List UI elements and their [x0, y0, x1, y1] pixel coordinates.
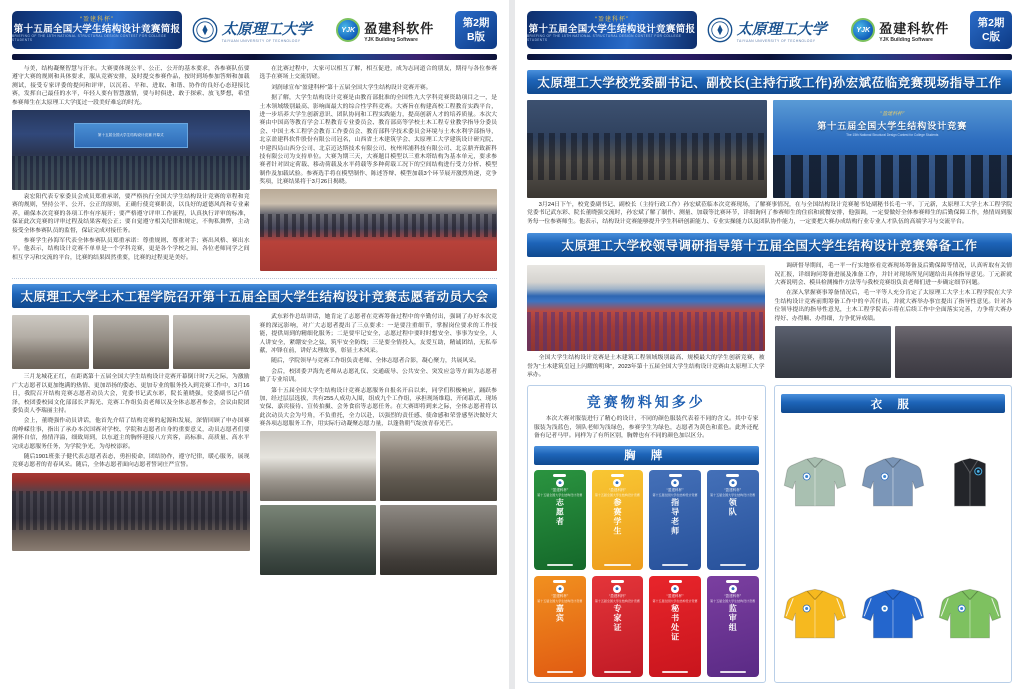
- university-emblem-icon: [192, 17, 218, 43]
- badge-grid: [534, 470, 759, 677]
- issue-badge-c: [970, 11, 1012, 49]
- badge-label: 参赛学生: [612, 497, 622, 536]
- university-logo: [703, 17, 831, 43]
- badge-clip: [726, 580, 739, 583]
- badge-clip: [726, 474, 739, 477]
- materials-section: [527, 385, 1012, 683]
- badge-contest-text: 第十五届全国大学生结构设计竞赛: [537, 599, 583, 604]
- body-paragraph: 刘润球宣布“盈建科杯”第十五届全国大学生结构设计竞赛开赛。: [271, 84, 432, 91]
- university-name: 太原理工大学: [221, 19, 312, 38]
- badges-banner: 胸 牌: [534, 446, 759, 465]
- page-c: [515, 0, 1024, 689]
- badge-label: 指导老师: [670, 497, 680, 536]
- brand-badge: [12, 11, 182, 49]
- badge-expert: [592, 576, 644, 677]
- badge-contest-text: 第十五届全国大学生结构设计竞赛: [537, 492, 583, 497]
- badge-guest: [534, 576, 586, 677]
- backdrop-cup-label: “盈建科杯”: [879, 110, 905, 117]
- badge-cup-text: “盈建科杯”: [724, 594, 742, 599]
- jacket-yellow: [781, 551, 851, 677]
- yjk-name-en: YJK Building Software: [879, 36, 933, 43]
- badge-logo-icon: [729, 479, 737, 487]
- badge-footer: [604, 671, 630, 674]
- yjk-logo-block: [837, 18, 965, 43]
- brand-cup-label: “盈建科杯”: [80, 16, 114, 23]
- badge-logo-icon: [556, 479, 564, 487]
- badge-advisor: [649, 470, 701, 571]
- meeting-photo-row: [12, 315, 250, 369]
- yjk-name: 盈建科软件: [364, 20, 435, 36]
- badge-cup-text: “盈建科杯”: [551, 487, 569, 492]
- page-b-bottom-section: [12, 313, 497, 574]
- yjk-logo-icon: YJK: [851, 18, 875, 42]
- badge-secretariat: [649, 576, 701, 677]
- badge-label: 嘉宾: [555, 604, 565, 624]
- body-paragraph: 据了解，大学生结构设计竞赛是由教育部批准的全国性九大学科竞赛资助项目之一，是土木领域级别最高、影响面最大的综合性学科竞赛。大赛旨在构建高校工程教育实践平台，进一步培养大学生创新意识、团队协同和工程实践能力，提高创新人才的培养质量。本次大赛由中国高等教育学会工程教育专业委员会、教育部高等学校土木工程专业教学指导分委员会、中国土木工程学会教育工作委员会、教育部科学技术委员会环境与土木水利学部指导，北京盈建科软件股份有限公司冠名，山西省土木建筑学会、太原理工大学建筑设计研究院、中建四局山西分公司、北京迈达斯技术有限公司、杭州邦浦科技有限公司、北京鼎齐致新科技有限公司为支持单位。大赛为期三天，大赛题目模型以三重木塔结构为基本单元，要求参赛者针对固定荷载、移动荷载及水平荷载等多种荷载工况下的空间结构进行受力分析、模型制作及加载试验。参赛选手将在模型制作、陈述答辩、模型加载3个环节展开激烈角逐，竞争奖项，比赛结果将于3月26日揭晓。: [259, 95, 497, 186]
- badge-clip: [669, 580, 682, 583]
- badge-footer: [662, 671, 688, 674]
- photo-delegates-lineup: [260, 189, 498, 271]
- badge-contestant: [592, 470, 644, 571]
- issue-number: 第2期: [977, 16, 1005, 29]
- column-left: [12, 313, 250, 574]
- backdrop-title: 第十五届全国大学生结构设计竞赛: [817, 120, 968, 131]
- badge-footer: [720, 671, 746, 674]
- body-paragraph: 会后，校团委尹海先老师从志愿礼仪、交通疏导、公共安全、突发应急等方面为志愿者做了专业培训。: [259, 368, 497, 384]
- badge-clip: [611, 474, 624, 477]
- badge-cup-text: “盈建科杯”: [609, 487, 626, 492]
- badge-cup-text: “盈建科杯”: [724, 487, 742, 492]
- badge-logo-icon: [671, 479, 679, 487]
- badge-logo-icon: [556, 585, 564, 593]
- backdrop-title-en: The 15th National Structural Design Contest for College Students: [846, 132, 939, 137]
- headline-volunteer-mobilization: 太原理工大学土木工程学院召开第十五届全国大学生结构设计竞赛志愿者动员大会: [12, 284, 497, 308]
- badge-cup-text: “盈建科杯”: [551, 594, 569, 599]
- body-paragraph: 在深入掌握赛事筹备情况后，毛一平等人充分肯定了太原理工大学土木工程学院在大学生结构设计竞赛前期筹备工作中的辛苦付出，并就大赛举办事宜提出了指导性意见。针对各位领导提出的指导性意见，土木工程学院表示将在后续工作中全面落实完善，力争将大赛办得好、办得顺、办得细，力争优异成绩。: [774, 290, 1012, 322]
- vest-black-reporter: [936, 418, 1006, 544]
- photo-opening-ceremony: [12, 110, 250, 190]
- yjk-logo-block: [322, 18, 450, 43]
- page-b: [0, 0, 509, 689]
- briefing-subtitle: BRIEFING OF THE 15TH NATIONAL STRUCTURAL DESIGN CONTEST FOR COLLEGE STUDENTS: [527, 34, 682, 43]
- photo-students-standing: [380, 505, 497, 575]
- badge-label: 领队: [728, 497, 738, 517]
- briefing-title: 第十五届全国大学生结构设计竞赛简报: [13, 24, 181, 36]
- headline-leaders-research: 太原理工大学校领导调研指导第十五届全国大学生结构设计竞赛筹备工作: [527, 233, 1012, 257]
- masthead-b: [12, 9, 497, 51]
- body-paragraph: 会上，董晓强作动员讲话，他首先介绍了结构竞赛的起源和发展，深情回顾了申办国赛的峥嵘往事，指出了承办本次国赛对学校、学院和志愿者自身的重要意义，动员志愿者们要满怀自信，热情洋溢，细致周到，以东道主的胸怀迎接八方宾客，高标准、高质量、高水平完成志愿服务任务，为学院争光，为母校添彩。: [12, 418, 250, 450]
- badge-contest-text: 第十五届全国大学生结构设计竞赛: [710, 599, 756, 604]
- photo-training-screen: [260, 431, 377, 501]
- body-paragraph: 在比赛过程中，大家可以相互了解，相互促进，成为志同道合的朋友，期待与各位参赛选手在赛场上交流切磋。: [259, 66, 497, 81]
- page-c-mid-section: [527, 262, 1012, 381]
- university-emblem-icon: [707, 17, 733, 43]
- photo-meeting-1: [12, 315, 89, 369]
- badge-logo-icon: [613, 479, 621, 487]
- badge-logo-icon: [729, 585, 737, 593]
- badge-footer: [662, 564, 688, 567]
- dotted-divider: [12, 278, 497, 279]
- badge-footer: [720, 564, 746, 567]
- badge-footer: [547, 671, 573, 674]
- masthead-c: [527, 9, 1012, 51]
- issue-badge-b: [455, 11, 497, 49]
- jacket-steel-blue: [858, 418, 928, 544]
- badge-volunteer: [534, 470, 586, 571]
- column-right: [260, 65, 498, 274]
- column-left: [12, 65, 250, 274]
- badge-contest-text: 第十五届全国大学生结构设计竞赛: [652, 492, 698, 497]
- body-paragraph: 随后，学院领导与竞赛工作组负责老师、全体志愿者合影，凝心聚力，共展风采。: [271, 358, 480, 365]
- photo-meeting-2: [93, 315, 170, 369]
- materials-badges-card: [527, 385, 766, 683]
- body-paragraph: 与美，结构凝聚智慧与汗水。大赛要体现公平、公正、公开的基本要求，各参赛队伍要遵守大赛的规则和具体要求，服从竞赛安排，及时提交参赛作品，按时到场参加答辩和加载测试，接受专家评委的提问和评审，以沉着、平和、进取、和谐、协作的良好心态迎接比赛，发挥自己最佳的水平，年轻人要有智慧激情，要与时俱进、敢于探索、放飞梦想，希望参赛师生在太原理工大学度过一段美好难忘的时光。: [12, 66, 250, 106]
- yjk-name-en: YJK Building Software: [364, 36, 418, 43]
- badge-clip: [611, 580, 624, 583]
- column-left: [527, 262, 765, 381]
- column-right: [260, 313, 498, 574]
- research-photo-row: [775, 326, 1013, 378]
- body-paragraph: 三月龙城花正红，在距离第十五届全国大学生结构设计竞赛开幕倒计时7天之际，为激励广大志愿者以更加饱满的热情、更加昂扬的姿态、更加专业的服务投入到竞赛工作中，3月16日，我院召开结构竞赛志愿者动员大会，党委书记武东彩，院长董晓强，党委副书记卢倩泽，校团委校园文化部部长尹海光、竞赛工作组负责老师以及全体志愿者参会，会议由院团委负责人李瑞丽主持。: [12, 374, 250, 415]
- body-paragraph: 参赛学生孙海军代表全体参赛队员郑重承诺：尊重规则、尊重对手；赛出风格、赛出水平。他表示，结构设计竞赛不单单是一个学科竞赛，更是各个学校之间、各位老师同学之间相互学习和交流的平台，比赛的结果固然重要，比赛的过程更是美好。: [12, 237, 250, 261]
- badge-contest-text: 第十五届全国大学生结构设计竞赛: [710, 492, 756, 497]
- issue-number: 第2期: [462, 16, 490, 29]
- photo-competition-venue: [527, 265, 765, 351]
- materials-intro: 本次大赛对服装进行了精心的设计，不同的颜色服装代表着不同的含义。其中专家服装为浅蓝色，领队老师为浅绿色，参赛学生为绿色，志愿者为黄色和蓝色。此外还配备有记者马甲。同样为了有所区别，胸牌也有不同的颜色加以区分。: [534, 416, 759, 440]
- badge-contest-text: 第十五届全国大学生结构设计竞赛: [652, 599, 698, 604]
- backdrop-texts: [773, 110, 1013, 137]
- photo-training-audience: [380, 431, 497, 501]
- page-b-top-section: [12, 65, 497, 274]
- body-paragraph: 随后1901班张子健代表志愿者表态，勇担使命，团结协作，遵守纪律，暖心服务，展现竞赛志愿者的青春风采。随后，全体志愿者面向志愿者誓词庄严宣誓。: [12, 453, 250, 469]
- badge-clip: [553, 474, 566, 477]
- briefing-subtitle: BRIEFING OF THE 15TH NATIONAL STRUCTURAL DESIGN CONTEST FOR COLLEGE STUDENTS: [12, 34, 167, 43]
- classroom-photo-grid: [260, 431, 498, 575]
- photo-speaker-podium: [260, 505, 377, 575]
- body-paragraph: 第十五届全国大学生结构设计竞赛志愿服务自报名开启以来，同学们积极响应，踊跃参加，经过层层选拔，共有255人成功入围，组成九个工作组，承担现场维稳、开闭幕式、现场安保、嘉宾接待、宣传拍摄、会务食宿等志愿任务。在大赛即将到来之际，全体志愿者将以此次动员大会为号角，不负重托，全力以赴，以强烈的责任感、使命感和荣誉感坚决做好大赛各项志愿服务工作，用实际行动凝聚志愿力量，以蓬勃朝气绽放青春光芒。: [259, 387, 497, 428]
- briefing-title: 第十五届全国大学生结构设计竞赛简报: [528, 24, 696, 36]
- photo-group-with-backdrop: [773, 100, 1013, 198]
- badge-contest-text: 第十五届全国大学生结构设计竞赛: [594, 599, 640, 604]
- badge-contest-text: 第十五届全国大学生结构设计竞赛: [594, 492, 640, 497]
- photo-discussion-2: [895, 326, 1012, 378]
- photo-meeting-3: [173, 315, 250, 369]
- body-paragraph: 武东彩作总结讲话，她肯定了志愿者在竞赛筹备过程中的辛勤付出，强调了办好本次竞赛的深远影响，对广大志愿者提出了三点要求：一是要注重细节，掌握岗位要求的工作技能，提供周到的精细化服务；二是要牢记安全，志愿过程中要时时想安全、事事为安全，人人讲安全，紧绷安全之弦，筑牢安全防线；三是要全情投入，友爱互助，精诚团结，无私奉献，冲锋在前，讲好太理故事，彰显土木风采。: [259, 314, 497, 355]
- university-name-en: TAIYUAN UNIVERSITY OF TECHNOLOGY: [221, 38, 301, 43]
- clothes-banner: 衣 服: [781, 394, 1006, 413]
- stage-screen-text: 第十五届全国大学生结构设计竞赛 开幕式: [97, 133, 164, 138]
- headline-vice-president-visit: 太原理工大学校党委副书记、副校长(主持行政工作)孙宏斌莅临竞赛现场指导工作: [527, 70, 1012, 94]
- university-logo: [188, 17, 316, 43]
- badge-cup-text: “盈建科杯”: [666, 594, 684, 599]
- jacket-green: [936, 551, 1006, 677]
- badge-footer: [547, 564, 573, 567]
- photo-leaders-inspection: [527, 100, 767, 198]
- badge-label: 监审组: [728, 604, 738, 633]
- yjk-logo-icon: YJK: [336, 18, 360, 42]
- university-name: 太原理工大学: [736, 19, 827, 38]
- brand-cup-label: “盈建科杯”: [595, 16, 629, 23]
- photo-volunteer-group: [12, 473, 250, 551]
- body-paragraph: 袁宏阳代表专家委员会成员郑重承诺，要严格执行全国大学生结构设计竞赛的章程和竞赛的规则，坚持公平、公开、公正的原则，正确行使竞赛职责，以良好的道德风尚和专业素养，确保本次竞赛的各项工作有序展开；要严格遵守评审工作流程，认真执行评审的标准，保证此次竞赛的评审过程及结果客观公正；要自觉遵守相关纪律和规定，不徇私舞弊，主动接受全体参赛队员的监督，保证完成对接任务。: [12, 193, 250, 234]
- badge-logo-icon: [613, 585, 621, 593]
- edition-label: B版: [466, 31, 486, 43]
- body-paragraph: 全国大学生结构设计竞赛是土木建筑工程领域级别最高、规模最大的学生创新竞赛，被誉为“土木建筑皇冠上闪耀的明珠”，2023年第十五届全国大学生结构设计竞赛由太原理工大学承办。: [527, 355, 765, 378]
- badge-label: 志愿者: [555, 497, 565, 527]
- badge-cup-text: “盈建科杯”: [609, 594, 626, 599]
- brand-badge: [527, 11, 697, 49]
- edition-label: C版: [981, 31, 1001, 43]
- jacket-light-green: [781, 418, 851, 544]
- header-stripe: [12, 54, 497, 60]
- stage-screen: [74, 123, 188, 149]
- badge-label: 秘书处证: [670, 604, 680, 643]
- badge-clip: [669, 474, 682, 477]
- body-paragraph: 3月24日下午，校党委副书记、副校长（主持行政工作）孙宏斌莅临本次竞赛现场，了解赛事情况，在与全国结构设计竞赛秘书处副秘书长毛一平、丁元新，太原理工大学土木工程学院党委书记武东彩、院长董晓强交流时，孙宏斌了解了制作、测量、加载等比赛环节，详细询问了参赛师生的住宿和就餐安排，他强调，一定要做好全体参赛师生的后勤保障工作，热情周到服务每一位参赛师生。他表示，结构设计竞赛能够提升学生科研创新能力、专业实操能力以及团队协作能力，一定要把大赛办成结构行业专业人才队伍的高端学习与交流平台。: [527, 202, 1012, 225]
- university-name-en: TAIYUAN UNIVERSITY OF TECHNOLOGY: [736, 38, 816, 43]
- badge-clip: [553, 580, 566, 583]
- photo-discussion-1: [775, 326, 892, 378]
- badge-logo-icon: [671, 585, 679, 593]
- badge-supervision: [707, 576, 759, 677]
- header-stripe: [527, 54, 1012, 60]
- yjk-name: 盈建科软件: [879, 20, 950, 36]
- column-right: [775, 262, 1013, 381]
- jacket-grid: [781, 418, 1006, 677]
- materials-title: 竞赛物料知多少: [586, 394, 706, 411]
- visit-photo-row: [527, 100, 1012, 198]
- materials-clothes-card: [774, 385, 1013, 683]
- jacket-blue: [858, 551, 928, 677]
- badge-team-leader: [707, 470, 759, 571]
- body-paragraph: 调研督导期间，毛一平一行实地察看竞赛现场筹备及后勤保障等情况，认真听取有关情况汇报，详细询问筹备进展及准备工作，并针对现场所见问题给出具体指导意见。丁元新就大赛说明会、模具检测操作方法等与我校竞赛组负责老师们进一步确定细节问题。: [774, 263, 1012, 286]
- badge-cup-text: “盈建科杯”: [666, 487, 684, 492]
- badge-footer: [604, 564, 630, 567]
- badge-label: 专家证: [612, 604, 622, 633]
